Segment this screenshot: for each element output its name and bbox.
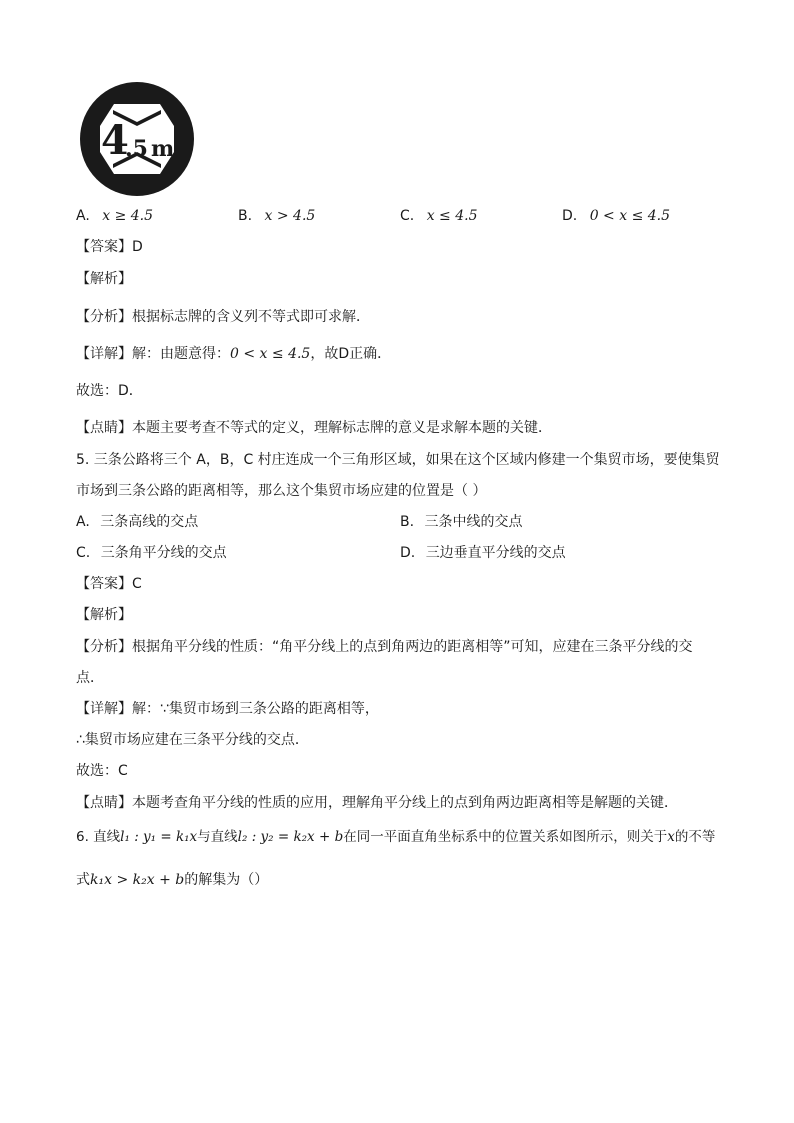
q5-dianjing: 【点睛】本题考查角平分线的性质的应用，理解角平分线上的点到角两边距离相等是解题的关键． (76, 795, 678, 811)
option-letter: B. (400, 514, 415, 530)
q6-text-e: 式 (76, 872, 90, 888)
option-expr: x ≤ 4.5 (426, 208, 478, 224)
q4-option-d (562, 206, 670, 226)
q4-jiexi-heading: 【解析】 (76, 271, 132, 287)
q4-answer: 【答案】D (76, 239, 143, 255)
height-limit-sign-icon (78, 80, 196, 198)
option-letter: C. (400, 208, 415, 224)
q5-option-c (76, 543, 227, 563)
option-expr: x ≥ 4.5 (102, 208, 154, 224)
option-letter: B. (238, 208, 253, 224)
q6-var-x: x (667, 829, 675, 845)
xiangjie-prefix: 【详解】解：由题意得： (76, 346, 230, 362)
q6-text-f: 的解集为（） (184, 872, 269, 888)
sign-digit-big: 4 (101, 117, 129, 164)
q5-option-b (400, 512, 523, 532)
q4-option-b (238, 206, 315, 226)
option-text: 三边垂直平分线的交点 (425, 545, 566, 561)
option-letter: A. (76, 514, 90, 530)
option-text: 三条高线的交点 (100, 514, 199, 530)
option-letter: D. (562, 208, 578, 224)
q4-guxuan: 故选：D． (76, 383, 143, 399)
q6-text-d: 的不等 (674, 829, 716, 845)
q5-xiangjie-line1: 【详解】解：∵集贸市场到三条公路的距离相等， (76, 701, 379, 717)
xiangjie-suffix: ，故D正确． (310, 346, 392, 362)
q6-text-c: 在同一平面直角坐标系中的位置关系如图所示，则关于 (343, 829, 668, 845)
option-letter: C. (76, 545, 91, 561)
q6-text-b: 与直线 (197, 829, 238, 845)
option-text: 三条中线的交点 (424, 514, 523, 530)
option-expr: x > 4.5 (264, 208, 316, 224)
xiangjie-expr: 0 < x ≤ 4.5 (230, 346, 311, 362)
q4-option-a (76, 206, 153, 226)
option-text: 三条角平分线的交点 (100, 545, 227, 561)
q6-stem-line2 (76, 870, 268, 890)
q5-option-d (400, 543, 566, 563)
q5-stem-line2: 市场到三条公路的距离相等，那么这个集贸市场应建的位置是（ ） (76, 483, 487, 499)
q6-l2-expr: l₂ : y₂ = k₂x + b (237, 829, 344, 845)
q5-fenxi-line1: 【分析】根据角平分线的性质：“角平分线上的点到角两边的距离相等”可知，应建在三条平分线的交 (76, 639, 693, 655)
q5-fenxi-line2: 点． (76, 670, 104, 686)
q5-stem-line1: 5. 三条公路将三个 A，B，C 村庄连成一个三角形区域，如果在这个区域内修建一个集贸市场，要使集贸 (76, 452, 720, 468)
q5-answer: 【答案】C (76, 576, 142, 592)
q5-guxuan: 故选：C (76, 763, 128, 779)
q6-stem-line1 (76, 827, 715, 847)
q6-l1-expr: l₁ : y₁ = k₁x (120, 829, 198, 845)
sign-digit-small: .5 (125, 136, 148, 162)
option-letter: D. (400, 545, 416, 561)
q4-fenxi: 【分析】根据标志牌的含义列不等式即可求解． (76, 309, 370, 325)
q6-inequality-expr: k₁x > k₂x + b (90, 872, 185, 888)
q5-option-a (76, 512, 198, 532)
q4-option-c (400, 206, 477, 226)
option-letter: A. (76, 208, 90, 224)
q5-jiexi-heading: 【解析】 (76, 607, 132, 623)
q6-text-a: 6. 直线 (76, 829, 121, 845)
option-expr: 0 < x ≤ 4.5 (589, 208, 671, 224)
q4-xiangjie (76, 344, 391, 364)
sign-unit: m (151, 136, 175, 162)
q4-dianjing: 【点睛】本题主要考查不等式的定义，理解标志牌的意义是求解本题的关键． (76, 420, 552, 436)
q5-xiangjie-line2: ∴集贸市场应建在三条平分线的交点． (76, 732, 309, 748)
